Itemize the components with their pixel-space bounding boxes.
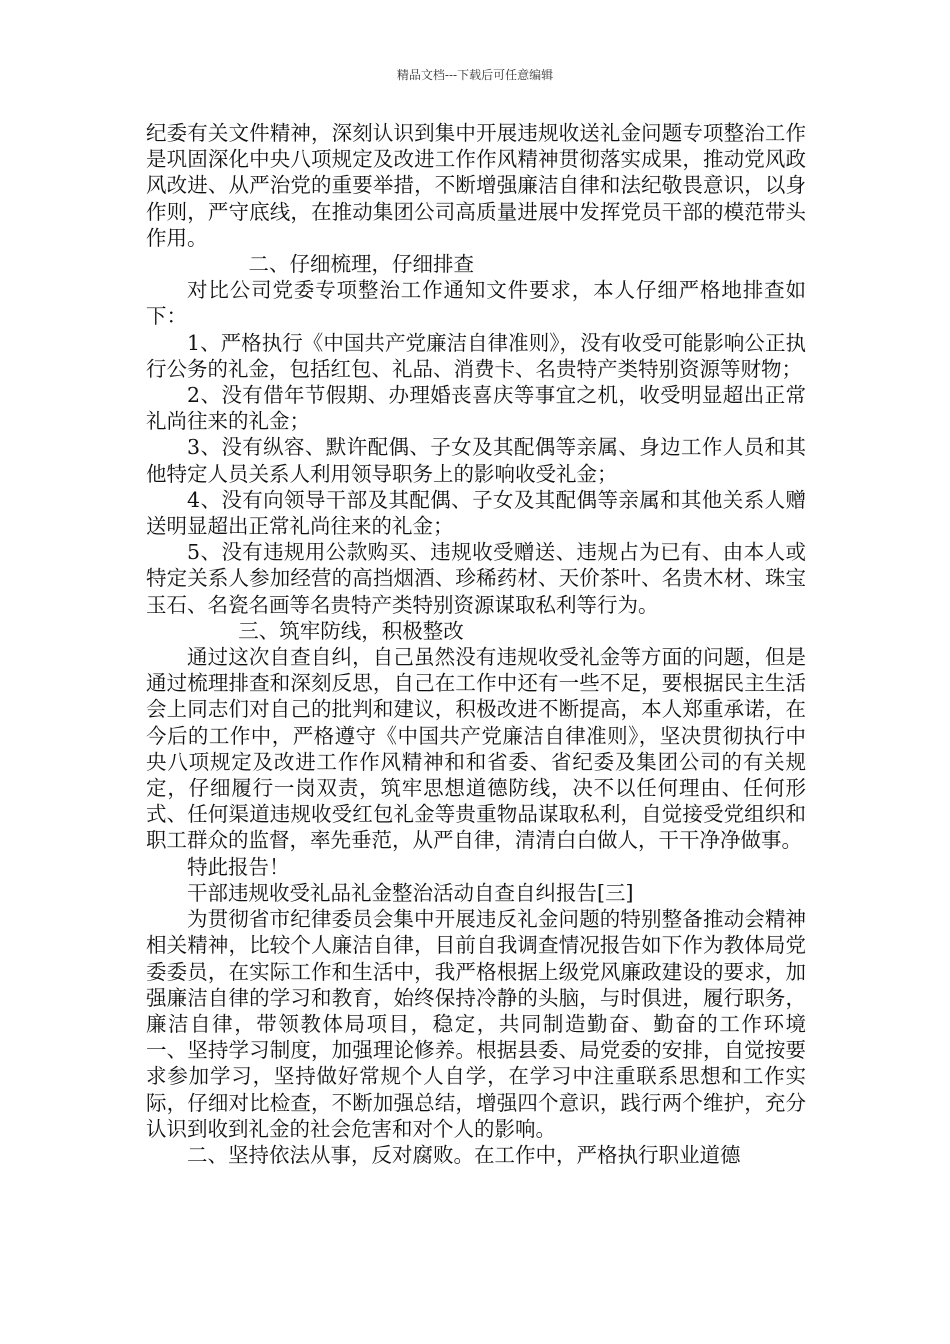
paragraph: 通过这次自查自纠，自己虽然没有违规收受礼金等方面的问题，但是通过梳理排查和深刻反思，自己在工作中还有一些不足，要根据民主生活会上同志们对自己的批判和建议，积极改进不断提高，本人郑重承诺，在今后的工作中，严格遵守《中国共产党廉洁自律准则》，坚决贯彻执行中央八项规定及改进工作作风精神和和省委、省纪委及集团公司的有关规定，仔细履行一岗双责，筑牢思想道德防线，决不以任何理由、任何形式、任何渠道违规收受红包礼金等贵重物品谋取私利，自觉接受党组织和职工群众的监督，率先垂范，从严自律，清清白白做人，干干净净做事。 [146, 645, 806, 853]
list-item: 4、没有向领导干部及其配偶、子女及其配偶等亲属和其他关系人赠送明显超出正常礼尚往来的礼金； [146, 487, 806, 539]
paragraph: 为贯彻省市纪律委员会集中开展违反礼金问题的特别整备推动会精神相关精神，比较个人廉洁自律，目前自我调查情况报告如下作为教体局党委委员，在实际工作和生活中，我严格根据上级党风廉政建设的要求，加强廉洁自律的学习和教育，始终保持冷静的头脑，与时俱进，履行职务，廉洁自律，带领教体局项目，稳定，共同制造勤奋、勤奋的工作环境 一、坚持学习制度，加强理论修养。根据县委、局党委的安排，自觉按要求参加学习，坚持做好常规个人自学，在学习中注重联系思想和工作实际，仔细对比检查，不断加强总结，增强四个意识，践行两个维护，充分认识到收到礼金的社会危害和对个人的影响。 [146, 907, 806, 1141]
paragraph: 二、坚持依法从事，反对腐败。在工作中，严格执行职业道德 [187, 1142, 741, 1167]
section-heading: 二、仔细梳理，仔细排查 [248, 252, 474, 277]
list-item: 3、没有纵容、默许配偶、子女及其配偶等亲属、身边工作人员和其他特定人员关系人利用领导职务上的影响收受礼金； [146, 435, 806, 486]
report-title: 干部违规收受礼品礼金整治活动自查自纠报告[三] [187, 880, 634, 905]
closing-line: 特此报告！ [187, 854, 290, 879]
list-item: 5、没有违规用公款购买、违规收受赠送、违规占为已有、由本人或特定关系人参加经营的高挡烟酒、珍稀药材、天价茶叶、名贵木材、珠宝玉石、名瓷名画等名贵特产类特别资源谋取私利等行为。 [146, 540, 806, 617]
list-item: 2、没有借年节假期、办理婚丧喜庆等事宜之机，收受明显超出正常礼尚往来的礼金； [146, 383, 806, 434]
document-body [146, 120, 806, 1168]
page-header: 精品文档---下载后可任意编辑 [396, 68, 554, 82]
section-heading: 三、筑牢防线，积极整改 [238, 618, 464, 643]
list-item: 1、严格执行《中国共产党廉洁自律准则》，没有收受可能影响公正执行公务的礼金，包括红包、礼品、消费卡、名贵特产类特别资源等财物； [146, 330, 806, 381]
paragraph: 纪委有关文件精神，深刻认识到集中开展违规收送礼金问题专项整治工作是巩固深化中央八项规定及改进工作作风精神贯彻落实成果，推动党风政风改进、从严治党的重要举措，不断增强廉洁自律和法纪敬畏意识，以身作则，严守底线，在推动集团公司高质量进展中发挥党员干部的模范带头作用。 [146, 121, 806, 250]
paragraph: 对比公司党委专项整治工作通知文件要求，本人仔细严格地排查如下： [146, 278, 806, 329]
